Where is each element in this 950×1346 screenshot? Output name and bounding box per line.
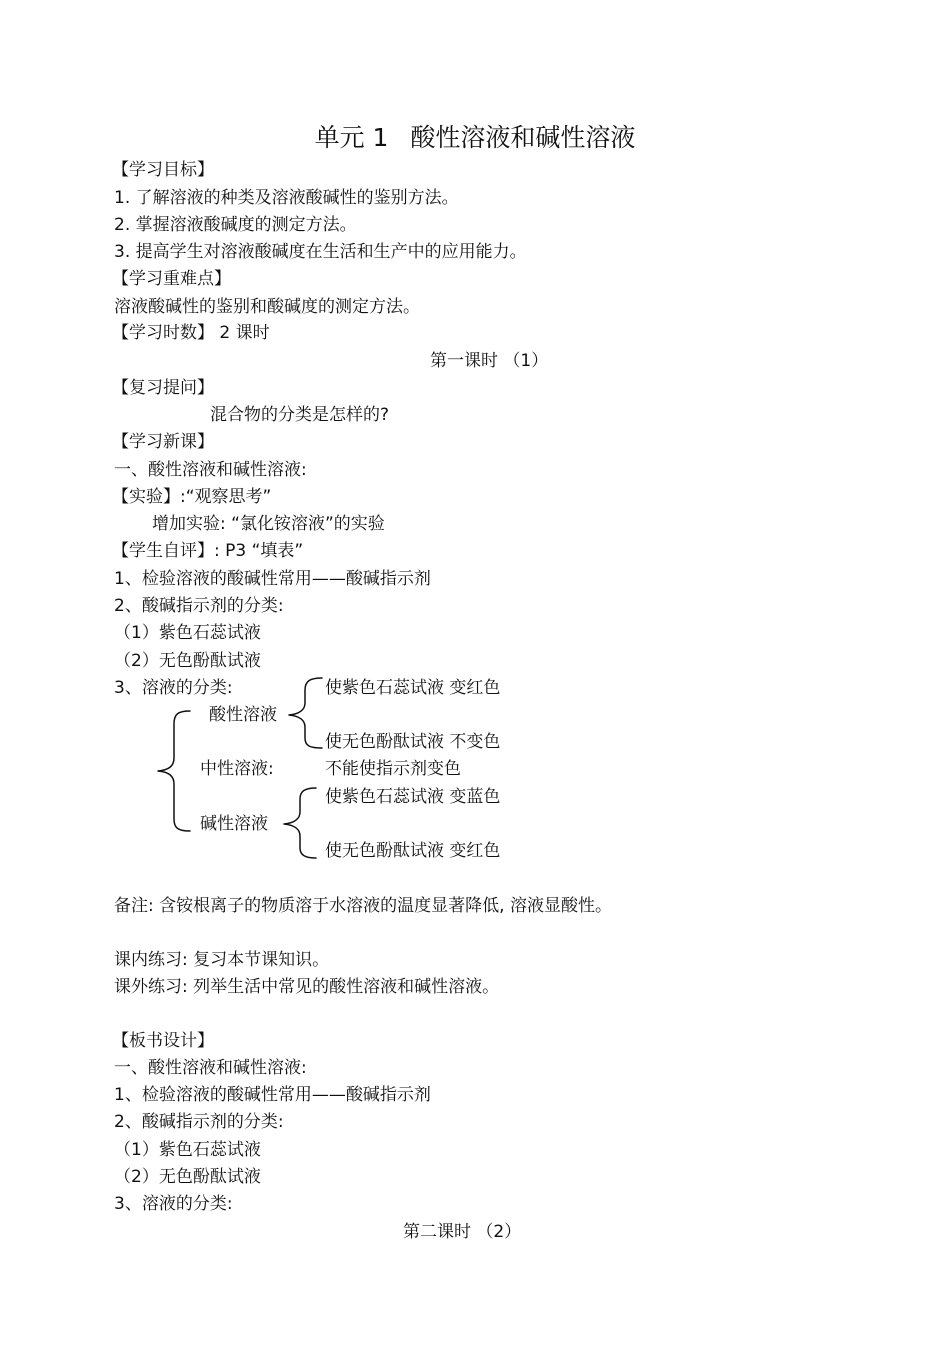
board-section: 一、酸性溶液和碱性溶液:: [114, 1058, 307, 1078]
goal-item: 3. 提高学生对溶液酸碱度在生活和生产中的应用能力。: [114, 242, 527, 262]
lesson1-heading: 第一课时 （1）: [430, 351, 549, 371]
title-unit: 单元 1: [314, 123, 389, 152]
goal-item: 2. 掌握溶液酸碱度的测定方法。: [114, 215, 357, 235]
extra-experiment-line: 增加实验: “氯化铵溶液”的实验: [152, 514, 385, 534]
goals-heading: 【学习目标】: [112, 160, 214, 180]
hours-line: 【学习时数】 2 课时: [112, 323, 270, 343]
self-eval-line: 【学生自评】: P3 “填表”: [112, 541, 304, 561]
base-property-2: 使无色酚酞试液 变红色: [325, 841, 501, 861]
list-item: 3、溶液的分类:: [114, 678, 233, 698]
section-heading: 一、酸性溶液和碱性溶液:: [114, 460, 307, 480]
acid-brace: [289, 678, 322, 748]
board-heading: 【板书设计】: [112, 1031, 214, 1051]
title-main: 酸性溶液和碱性溶液: [410, 123, 636, 152]
neutral-label: 中性溶液:: [200, 759, 274, 779]
list-item: 2、酸碱指示剂的分类:: [114, 596, 284, 616]
note-line: 备注: 含铵根离子的物质溶于水溶液的温度显著降低, 溶液显酸性。: [114, 896, 612, 916]
base-property-1: 使紫色石蕊试液 变蓝色: [325, 787, 501, 807]
goal-item: 1. 了解溶液的种类及溶液酸碱性的鉴别方法。: [114, 188, 459, 208]
base-brace: [284, 788, 316, 858]
page-title: [0, 122, 950, 154]
acid-property-2: 使无色酚酞试液 不变色: [325, 732, 501, 752]
main-brace: [158, 711, 190, 831]
new-heading: 【学习新课】: [112, 432, 214, 452]
board-item: 1、检验溶液的酸碱性常用——酸碱指示剂: [114, 1085, 431, 1105]
review-heading: 【复习提问】: [112, 378, 214, 398]
acid-property-1: 使紫色石蕊试液 变红色: [325, 678, 501, 698]
key-text: 溶液酸碱性的鉴别和酸碱度的测定方法。: [114, 297, 420, 317]
acid-label: 酸性溶液: [209, 705, 277, 725]
board-item: （1）紫色石蕊试液: [114, 1140, 261, 1160]
class-exercise: 课内练习: 复习本节课知识。: [114, 950, 330, 970]
board-item: （2）无色酚酞试液: [114, 1167, 261, 1187]
list-item: （2）无色酚酞试液: [114, 651, 261, 671]
review-question: 混合物的分类是怎样的?: [210, 405, 390, 425]
list-item: （1）紫色石蕊试液: [114, 623, 261, 643]
home-exercise: 课外练习: 列举生活中常见的酸性溶液和碱性溶液。: [114, 977, 500, 997]
experiment-line: 【实验】:“观察思考”: [112, 487, 272, 507]
base-label: 碱性溶液: [200, 814, 268, 834]
list-item: 1、检验溶液的酸碱性常用——酸碱指示剂: [114, 569, 431, 589]
board-item: 2、酸碱指示剂的分类:: [114, 1112, 284, 1132]
neutral-desc: 不能使指示剂变色: [325, 759, 461, 779]
key-heading: 【学习重难点】: [112, 269, 231, 289]
lesson2-heading: 第二课时 （2）: [403, 1222, 522, 1242]
board-item: 3、溶液的分类:: [114, 1194, 233, 1214]
